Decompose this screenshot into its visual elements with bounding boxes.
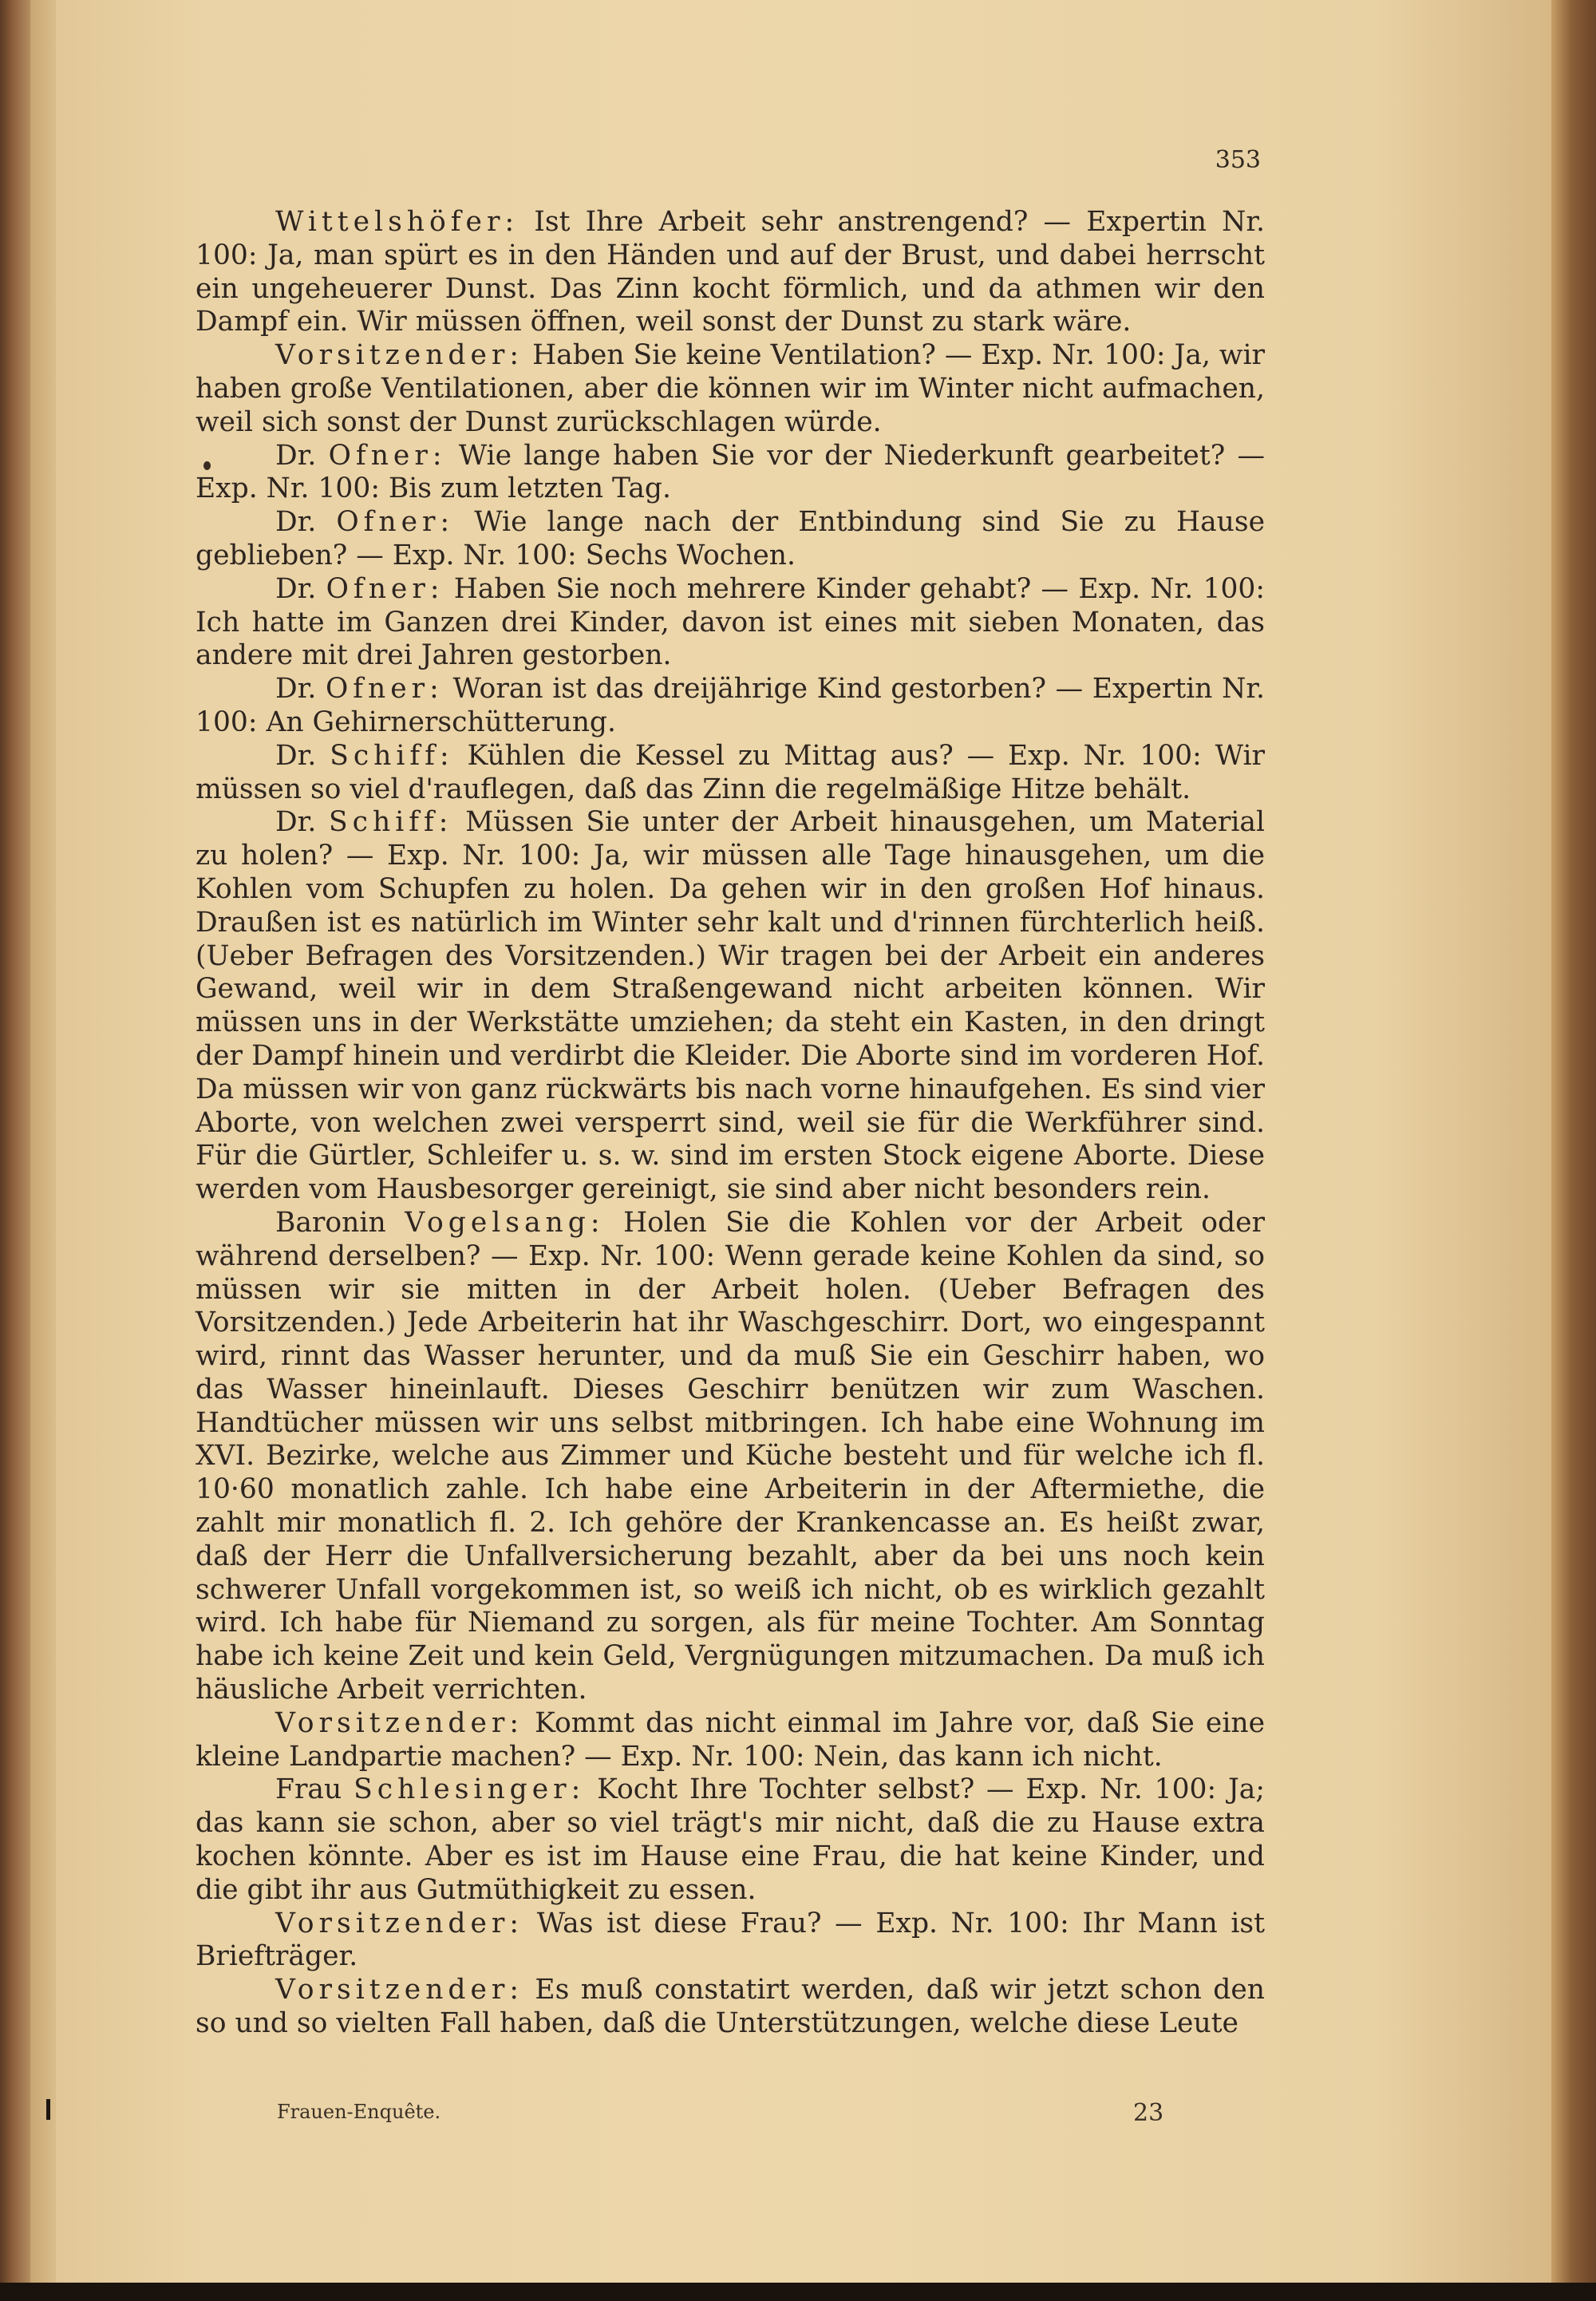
paragraph-text: Woran ist das dreijährige Kind gestorben? — Expertin Nr. 100: An Gehirnerschütterung. xyxy=(196,673,1266,738)
speaker-name: Ofner: xyxy=(325,673,444,706)
speaker-name: Vorsitzender: xyxy=(275,1974,524,2006)
paragraph xyxy=(196,573,1265,673)
paragraph-text: Kocht Ihre Tochter selbst? — Exp. Nr. 100: Ja; das kann sie schon, aber so viel trägt's mir nicht, daß die zu Hause extra kochen könnte. Aber es ist im Hause eine Frau, die hat keine Kinder, und die gibt ihr aus Gutmüthigkeit zu essen. xyxy=(196,1773,1266,1906)
paragraph-text: Holen Sie die Kohlen vor der Arbeit oder während derselben? — Exp. Nr. 100: Wenn gerade keine Kohlen da sind, so müssen wir sie mitten in der Arbeit holen. (Ueber Befragen des Vorsitzenden.) Jede Arbeiterin hat ihr Waschgeschirr. Dort, wo eingespannt wird, rinnt das Wasser herunter, und da muß Sie ein Geschirr haben, wo das Wasser hineinlauft. Dieses Geschirr benützen wir zum Waschen. Handtücher müssen wir uns selbst mitbringen. Ich habe eine Wohnung im XVI. Bezirke, welche aus Zimmer und Küche besteht und für welche ich fl. 10·60 monatlich zahle. Ich habe eine Arbeiterin in der Aftermiethe, die zahlt mir monatlich fl. 2. Ich gehöre der Krankencasse an. Es heißt zwar, daß der Herr die Unfallversicherung bezahlt, aber da bei uns noch kein schwerer Unfall vorgekommen ist, so weiß ich nicht, ob es wirklich gezahlt wird. Ich habe für Niemand zu sorgen, als für meine Tochter. Am Sonntag habe ich keine Zeit und kein Geld, Vergnügungen mitzumachen. Da muß ich häusliche Arbeit verrichten. xyxy=(196,1206,1265,1706)
paragraph-text: Es muß constatirt werden, daß wir jetzt schon den so und so vielten Fall haben, daß die Unterstützungen, welche diese Leute xyxy=(196,1974,1265,2040)
speaker-name: Vorsitzender: xyxy=(275,1907,524,1939)
paragraph-text: Ist Ihre Arbeit sehr anstrengend? — Expertin Nr. 100: Ja, man spürt es in den Händen und auf der Brust, und dabei herrscht ein ungeheuerer Dunst. Das Zinn kocht förmlich, und da athmen wir den Dampf ein. Wir müssen öffnen, weil sonst der Dunst zu stark wäre. xyxy=(196,206,1265,338)
paragraph xyxy=(196,1707,1265,1774)
speaker-name: Vogelsang: xyxy=(405,1206,605,1239)
paragraph xyxy=(196,740,1265,807)
speaker-name: Schiff: xyxy=(329,806,453,839)
speaker-name: Vorsitzender: xyxy=(275,339,524,372)
speaker-name: Ofner: xyxy=(326,572,444,605)
left-page-edge xyxy=(0,0,30,2301)
paragraph xyxy=(196,1908,1265,1975)
speaker-prefix: Dr. xyxy=(275,572,326,605)
paragraph-text: Haben Sie noch mehrere Kinder gehabt? — Exp. Nr. 100: Ich hatte im Ganzen drei Kinder, davon ist eines mit sieben Monaten, das andere mit drei Jahren gestorben. xyxy=(196,572,1265,672)
speaker-prefix: Frau xyxy=(275,1773,354,1806)
paragraph xyxy=(196,1207,1265,1707)
speaker-prefix: Dr. xyxy=(275,739,330,772)
speaker-name: Schlesinger: xyxy=(354,1773,586,1806)
speaker-prefix: Dr. xyxy=(275,506,337,539)
paragraph-text: Kühlen die Kessel zu Mittag aus? — Exp. Nr. 100: Wir müssen so viel d'rauflegen, daß das Zinn die regelmäßige Hitze behält. xyxy=(196,739,1265,805)
signature-mark: 23 xyxy=(1133,2099,1164,2127)
paragraph-text: Haben Sie keine Ventilation? — Exp. Nr. 100: Ja, wir haben große Ventilationen, aber die können wir im Winter nicht aufmachen, weil sich sonst der Dunst zurückschlagen würde. xyxy=(196,339,1265,438)
body-text xyxy=(196,206,1265,2041)
speaker-name: Ofner: xyxy=(328,439,447,472)
margin-mark xyxy=(46,2099,50,2120)
paragraph-text: Wie lange haben Sie vor der Niederkunft gearbeitet? — Exp. Nr. 100: Bis zum letzten Tag. xyxy=(196,439,1265,505)
paragraph xyxy=(196,673,1265,740)
speaker-prefix: Baronin xyxy=(275,1206,405,1239)
paragraph xyxy=(196,339,1265,439)
speaker-name: Ofner: xyxy=(336,506,455,539)
speaker-name: Vorsitzender: xyxy=(275,1706,524,1739)
speaker-prefix: Dr. xyxy=(275,673,326,706)
paragraph-text: Was ist diese Frau? — Exp. Nr. 100: Ihr Mann ist Briefträger. xyxy=(196,1907,1265,1973)
paragraph-text: Kommt das nicht einmal im Jahre vor, daß Sie eine kleine Landpartie machen? — Exp. Nr. 100: Nein, das kann ich nicht. xyxy=(196,1706,1265,1773)
speaker-name: Wittelshöfer: xyxy=(275,206,519,238)
paragraph xyxy=(196,1974,1265,2041)
paragraph xyxy=(196,206,1265,339)
paragraph xyxy=(196,506,1265,573)
paragraph xyxy=(196,1773,1265,1907)
book-binding xyxy=(1551,0,1596,2301)
speaker-name: Schiff: xyxy=(330,739,454,772)
paragraph xyxy=(196,440,1265,507)
page-number: 353 xyxy=(1215,146,1261,174)
speaker-prefix: Dr. xyxy=(275,439,329,472)
speaker-prefix: Dr. xyxy=(275,806,330,839)
paragraph xyxy=(196,806,1265,1207)
footer-title: Frauen-Enquête. xyxy=(277,2101,441,2123)
bottom-shadow xyxy=(0,2283,1596,2301)
paragraph-text: Müssen Sie unter der Arbeit hinausgehen, um Material zu holen? — Exp. Nr. 100: Ja, wir müssen alle Tage hinausgehen, um die Kohlen vom Schupfen zu holen. Da gehen wir in den großen Hof hinaus. Draußen ist es natürlich im Winter sehr kalt und d'rinnen fürchterlich heiß. (Ueber Befragen des Vorsitzenden.) Wir tragen bei der Arbeit ein anderes Gewand, weil wir in dem Straßengewand nicht arbeiten können. Wir müssen uns in der Werkstätte umziehen; da steht ein Kasten, in den dringt der Dampf hinein und verdirbt die Kleider. Die Aborte sind im vorderen Hof. Da müssen wir von ganz rückwärts bis nach vorne hinaufgehen. Es sind vier Aborte, von welchen zwei versperrt sind, weil sie für die Werkführer sind. Für die Gürtler, Schleifer u. s. w. sind im ersten Stock eigene Aborte. Diese werden vom Hausbesorger gereinigt, sie sind aber nicht besonders rein. xyxy=(196,806,1266,1206)
paragraph-text: Wie lange nach der Entbindung sind Sie zu Hause geblieben? — Exp. Nr. 100: Sechs Wochen. xyxy=(196,506,1266,571)
